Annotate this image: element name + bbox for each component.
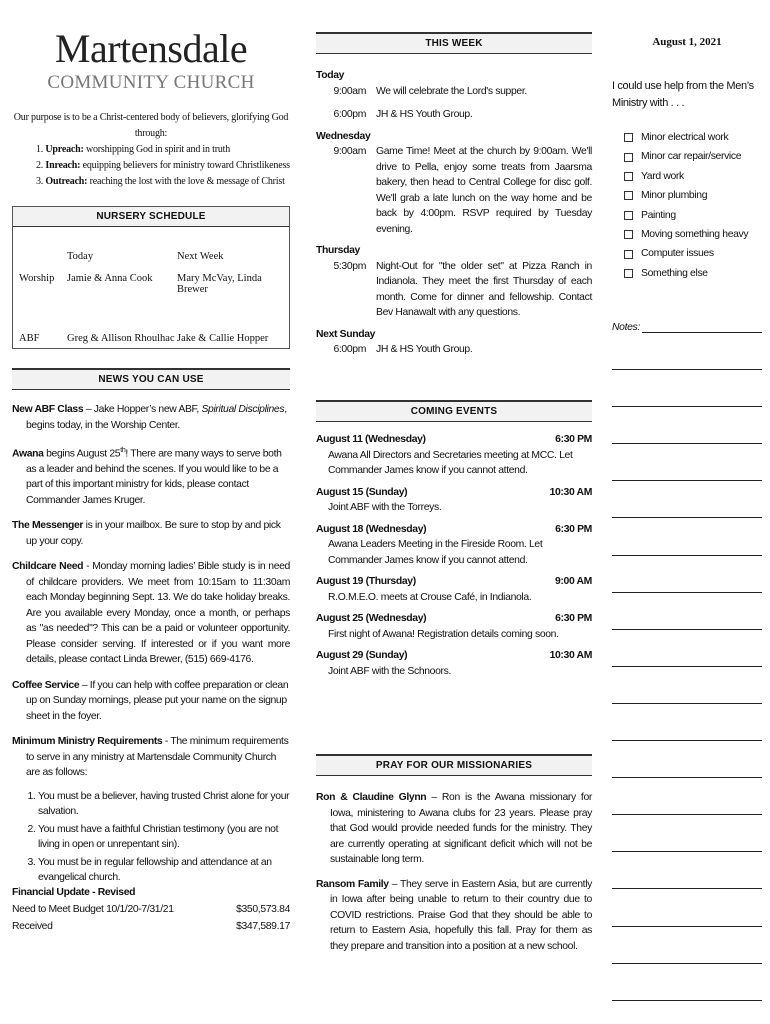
notes-label: Notes:: [612, 322, 640, 333]
news-title: NEWS YOU CAN USE: [12, 368, 290, 390]
event-text: Game Time! Meet at the church by 9:00am. We'll drive to Pella, enjoy some treats from Jaarsma bakery, then head to Central College for disc golf. We'll grab a late lunch on the way home and be back by 4:00pm. RSVP required by Tuesday evening.: [376, 146, 592, 235]
event-text: JH & HS Youth Group.: [376, 109, 473, 120]
finance-value: $347,589.17: [236, 921, 290, 932]
checkbox[interactable]: [624, 230, 633, 239]
requirement-item: 1. You must be a believer, having trusted Christ alone for your salvation.: [38, 789, 290, 820]
requirement-item: 3. You must be in regular fellowship and attendance at an evangelical church.: [38, 855, 290, 886]
nursery-today: Jamie & Anna Cook: [67, 273, 153, 284]
event-desc: Joint ABF with the Schnoors.: [328, 665, 452, 677]
coming-events-section: [316, 400, 592, 679]
event-desc: Awana Leaders Meeting in the Fireside Room. Let Commander James know if you cannot attend.: [328, 539, 543, 566]
event-date: August 29 (Sunday): [316, 650, 408, 661]
notes-line[interactable]: [612, 556, 762, 593]
event-row: [316, 107, 592, 123]
event-time: 6:30 PM: [555, 523, 592, 535]
financial-update: [12, 884, 290, 935]
this-week-title: THIS WEEK: [316, 32, 592, 54]
event-date: August 25 (Wednesday): [316, 613, 427, 624]
coming-event: [316, 648, 592, 679]
event-time: 9:00am: [333, 85, 366, 97]
nursery-row-label: ABF: [19, 333, 40, 344]
event-time: 6:30 PM: [555, 434, 592, 445]
finance-row: [12, 901, 290, 918]
bulletin-date: August 1, 2021: [652, 36, 722, 48]
nursery-next: Jake & Callie Hopper: [177, 333, 269, 344]
news-list: [12, 402, 290, 886]
event-text: We will celebrate the Lord's supper.: [376, 85, 527, 97]
finance-value: $350,573.84: [236, 904, 290, 915]
news-item: New ABF Class – Jake Hopper’s new ABF, Spiritual Disciplines, begins today, in the Worship Center.: [12, 404, 287, 431]
missionaries-list: [316, 790, 592, 954]
notes-line[interactable]: [612, 889, 762, 926]
help-option[interactable]: Painting: [624, 206, 764, 225]
checkbox[interactable]: [624, 133, 633, 142]
news-item: The Messenger is in your mailbox. Be sure to stop by and pick up your copy.: [12, 520, 281, 547]
notes-line[interactable]: [612, 815, 762, 852]
requirement-item: 2. You must have a faithful Christian testimony (you are not living in open or unrepentant sin).: [38, 822, 290, 853]
event-row: [316, 342, 592, 358]
notes-line[interactable]: [612, 778, 762, 815]
event-row: [316, 259, 592, 321]
event-desc: R.O.M.E.O. meets at Crouse Café, in Indianola.: [328, 591, 532, 603]
news-item: Childcare Need - Monday morning ladies’ Bible study is in need of childcare providers. We meet from 10:15am to 11:30am each Monday beginning Sept. 13. We do take holiday breaks. Are you available every Monday, once a month, or perhaps as "as needed"? This can be a paid or volunteer opportunity. Please consider serving. If interested or if you want more details, please contact Linda Brewer, (515) 669-4176.: [12, 561, 290, 666]
coming-event: [316, 522, 592, 569]
coming-event: [316, 574, 592, 605]
coming-events-title: COMING EVENTS: [316, 400, 592, 422]
news-section: [12, 368, 290, 886]
checkbox[interactable]: [624, 269, 633, 278]
day-label: Wednesday: [316, 130, 371, 142]
missionaries-title: PRAY FOR OUR MISSIONARIES: [316, 754, 592, 776]
this-week-section: [316, 32, 592, 358]
purpose-text: Our purpose is to be a Christ-centered body of believers, glorifying God through:: [13, 112, 289, 139]
notes-line[interactable]: [612, 630, 762, 667]
finance-title: Financial Update - Revised: [12, 887, 136, 898]
notes-area[interactable]: [612, 322, 762, 1001]
event-time: 6:00pm: [333, 109, 366, 120]
nursery-col-next: Next Week: [177, 251, 224, 262]
event-date: August 15 (Sunday): [316, 486, 408, 498]
nursery-title: NURSERY SCHEDULE: [13, 207, 289, 227]
notes-line[interactable]: [612, 481, 762, 518]
event-desc: Awana All Directors and Secretaries meeting at MCC. Let Commander James know if you cannot attend.: [328, 449, 573, 476]
event-time: 5:30pm: [333, 260, 366, 272]
checkbox[interactable]: [624, 172, 633, 181]
notes-line[interactable]: [612, 518, 762, 555]
finance-row: [12, 918, 290, 935]
finance-label: Received: [12, 921, 53, 932]
notes-line[interactable]: [612, 852, 762, 889]
checkbox[interactable]: [624, 250, 633, 259]
checkbox[interactable]: [624, 191, 633, 200]
checkbox[interactable]: [624, 153, 633, 162]
help-option[interactable]: Yard work: [624, 167, 764, 186]
help-option[interactable]: Minor car repair/service: [624, 147, 764, 166]
event-date: August 11 (Wednesday): [316, 434, 426, 445]
help-option[interactable]: Minor electrical work: [624, 128, 764, 147]
purpose-point: 1. Upreach: worshipping God in spirit and in truth: [36, 144, 230, 155]
event-time: 10:30 AM: [549, 486, 592, 498]
notes-line[interactable]: [612, 407, 762, 444]
notes-line[interactable]: [612, 667, 762, 704]
event-date: August 19 (Thursday): [316, 576, 416, 587]
news-item: Minimum Ministry Requirements - The minimum requirements to serve in any ministry at Martensdale Community Church are as follows:: [12, 736, 289, 779]
event-time: 10:30 AM: [549, 650, 592, 661]
help-option[interactable]: Moving something heavy: [624, 225, 764, 244]
coming-events-list: [316, 432, 592, 679]
help-option[interactable]: Minor plumbing: [624, 186, 764, 205]
help-options: [624, 128, 764, 283]
notes-line[interactable]: [612, 927, 762, 964]
nursery-next: Mary McVay, Linda Brewer: [177, 273, 262, 295]
requirements-list: [12, 789, 290, 886]
missionaries-section: [316, 754, 592, 954]
notes-line[interactable]: [612, 444, 762, 481]
nursery-schedule: [12, 206, 290, 349]
event-desc: Joint ABF with the Torreys.: [328, 502, 442, 513]
help-intro: I could use help from the Men’s Ministry with . . .: [612, 80, 754, 109]
event-time: 9:00 AM: [554, 576, 592, 587]
day-label: Thursday: [316, 245, 360, 256]
event-text: JH & HS Youth Group.: [376, 344, 473, 355]
checkbox[interactable]: [624, 211, 633, 220]
event-text: Night-Out for "the older set" at Pizza Ranch in Indianola. They meet the first Thursday of each month. Come for dinner and fellowship. Contact Bev Hanawalt with any questions.: [376, 260, 592, 318]
event-desc: First night of Awana! Registration details coming soon.: [328, 628, 559, 640]
purpose-point: 2. Inreach: equipping believers for ministry toward Christlikeness: [36, 160, 290, 171]
day-label: Today: [316, 70, 345, 81]
missionary-item: Ron & Claudine Glynn – Ron is the Awana missionary for Iowa, ministering to Awana clubs for 23 years. Please pray that God would provide needed funds for the ministry. They are currently operating at significant deficit which will not be sustainable long term.: [316, 792, 592, 865]
event-time: 6:00pm: [333, 344, 366, 355]
nursery-row-label: Worship: [19, 273, 55, 284]
this-week-list: [316, 68, 592, 358]
event-time: 9:00am: [333, 146, 366, 157]
notes-line[interactable]: [612, 370, 762, 407]
day-label: Next Sunday: [316, 328, 376, 340]
church-subname: COMMUNITY CHURCH: [47, 72, 255, 93]
notes-line[interactable]: [612, 741, 762, 778]
church-logo: [12, 28, 290, 94]
coming-event: [316, 432, 592, 479]
event-row: [316, 84, 592, 100]
purpose-points: [12, 142, 290, 190]
notes-line[interactable]: [612, 704, 762, 741]
notes-line[interactable]: [642, 332, 762, 333]
notes-line[interactable]: [612, 333, 762, 370]
coming-event: [316, 611, 592, 642]
news-item: Awana begins August 25th! There are many ways to serve both as a leader and behind the scenes. If you would like to be a part of this important ministry for kids, please contact Commander James Kruger.: [12, 447, 282, 506]
event-date: August 18 (Wednesday): [316, 523, 427, 535]
notes-line[interactable]: [612, 593, 762, 630]
event-time: 6:30 PM: [555, 613, 592, 624]
missionary-item: Ransom Family – They serve in Eastern Asia, but are currently in Iowa after being unable to return to their country due to COVID restrictions. Praise God that they should be able to return to Eastern Asia, hopefully this fall. Pray for them as they prepare and transition into a position at a new school.: [316, 878, 593, 952]
purpose-point: 3. Outreach: reaching the lost with the love & message of Christ: [36, 176, 285, 187]
help-option[interactable]: Computer issues: [624, 244, 764, 263]
nursery-today: Greg & Allison Rhoulhac: [67, 333, 175, 344]
event-row: [316, 144, 592, 237]
help-option[interactable]: Something else: [624, 264, 764, 283]
purpose-statement: [12, 110, 290, 190]
news-item: Coffee Service – If you can help with coffee preparation or clean up on Sunday mornings, please put your name on the signup sheet in the foyer.: [12, 679, 289, 722]
finance-label: Need to Meet Budget 10/1/20-7/31/21: [12, 904, 174, 915]
church-name: Martensdale: [54, 26, 248, 71]
notes-line[interactable]: [612, 964, 762, 1001]
nursery-col-today: Today: [67, 251, 94, 262]
coming-event: [316, 485, 592, 516]
